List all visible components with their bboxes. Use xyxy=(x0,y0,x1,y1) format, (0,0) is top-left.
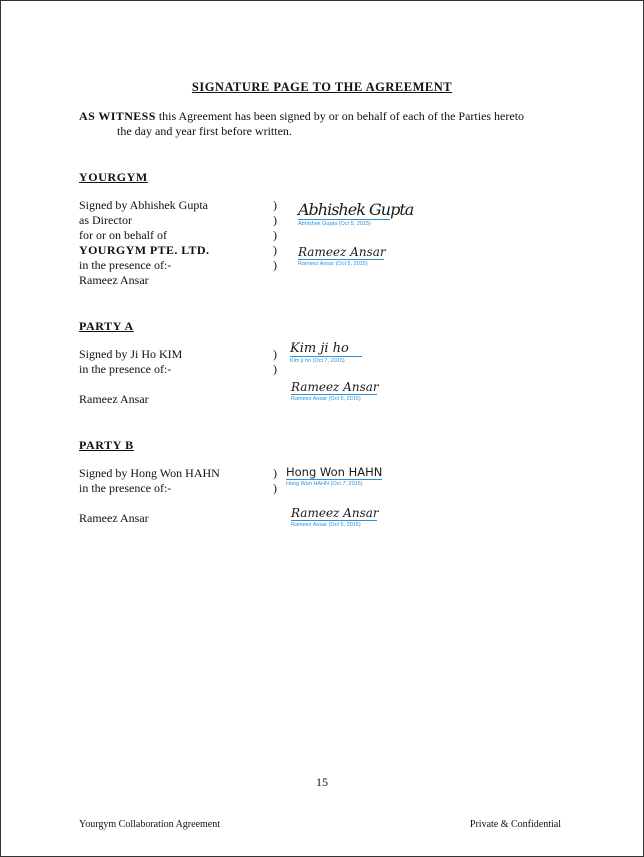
paren: ) xyxy=(273,362,277,376)
yourgym-presence: in the presence of:- xyxy=(79,258,172,272)
party-b-presence: in the presence of:- xyxy=(79,481,172,495)
paren: ) xyxy=(273,258,277,272)
footer-right: Private & Confidential xyxy=(469,819,561,830)
party-a-heading: PARTY A xyxy=(79,319,134,333)
party-a-presence: in the presence of:- xyxy=(79,362,172,376)
yourgym-parens xyxy=(273,198,277,273)
paren: ) xyxy=(273,228,277,242)
yourgym-company: YOURGYM PTE. LTD. xyxy=(79,243,210,257)
party-a-signature-1 xyxy=(290,341,362,364)
yourgym-signed-by: Signed by Abhishek Gupta xyxy=(79,198,208,212)
spacer xyxy=(79,496,220,511)
page-title: SIGNATURE PAGE TO THE AGREEMENT xyxy=(191,80,453,94)
signature-caption: Kim ji ho (Oct 7, 2015) xyxy=(290,358,345,364)
yourgym-heading: YOURGYM xyxy=(79,170,148,184)
signature-script: Rameez Ansar xyxy=(291,506,379,520)
party-b-heading: PARTY B xyxy=(79,438,134,452)
witness-text: this Agreement has been signed by or on behalf of each of the Parties hereto xyxy=(155,109,525,123)
signature-line xyxy=(290,356,362,357)
party-b-parens xyxy=(273,466,277,496)
yourgym-witness-name: Rameez Ansar xyxy=(79,273,149,287)
signature-caption: Hong Won HAHN (Oct 7, 2015) xyxy=(286,481,363,487)
party-a-parens xyxy=(273,347,277,377)
signature-line xyxy=(298,259,384,260)
paren: ) xyxy=(273,466,277,480)
yourgym-signature-2 xyxy=(298,245,384,267)
yourgym-on-behalf: for or on behalf of xyxy=(79,228,167,242)
signature-script: Abhishek Gupta xyxy=(298,200,414,219)
signature-caption: Abhishek Gupta (Oct 5, 2015) xyxy=(298,221,371,227)
yourgym-role: as Director xyxy=(79,213,132,227)
witness-continuation: the day and year first before written. xyxy=(117,124,292,138)
page-number: 15 xyxy=(316,775,328,789)
paren: ) xyxy=(273,198,277,212)
party-a-witness-name: Rameez Ansar xyxy=(79,392,149,406)
witness-clause xyxy=(79,109,569,139)
party-a-signature-2 xyxy=(291,380,377,402)
party-b-block xyxy=(79,466,220,526)
signature-caption: Rameez Ansar (Oct 5, 2015) xyxy=(291,522,361,528)
footer-left: Yourgym Collaboration Agreement xyxy=(79,819,221,830)
signature-caption: Rameez Ansar (Oct 5, 2015) xyxy=(298,261,368,267)
signature-script: Kim ji ho xyxy=(290,341,349,356)
yourgym-block xyxy=(79,198,209,288)
signature-line xyxy=(291,394,377,395)
signature-line xyxy=(298,219,390,220)
party-b-signature-2 xyxy=(291,506,377,528)
yourgym-signature-1 xyxy=(298,200,414,227)
signature-line xyxy=(291,520,377,521)
party-a-block xyxy=(79,347,182,407)
signature-caption: Rameez Ansar (Oct 5, 2015) xyxy=(291,396,361,402)
paren: ) xyxy=(273,481,277,495)
paren: ) xyxy=(273,347,277,361)
party-b-signed-by: Signed by Hong Won HAHN xyxy=(79,466,220,480)
paren: ) xyxy=(273,243,277,257)
spacer xyxy=(79,377,182,392)
witness-lead: AS WITNESS xyxy=(79,109,156,123)
signature-script: Hong Won HAHN xyxy=(286,465,383,479)
paren: ) xyxy=(273,213,277,227)
party-a-signed-by: Signed by Ji Ho KIM xyxy=(79,347,183,361)
signature-script: Rameez Ansar xyxy=(291,380,379,394)
party-b-signature-1 xyxy=(286,465,382,487)
party-b-witness-name: Rameez Ansar xyxy=(79,511,149,525)
signature-line xyxy=(286,479,382,480)
signature-script: Rameez Ansar xyxy=(298,245,386,259)
